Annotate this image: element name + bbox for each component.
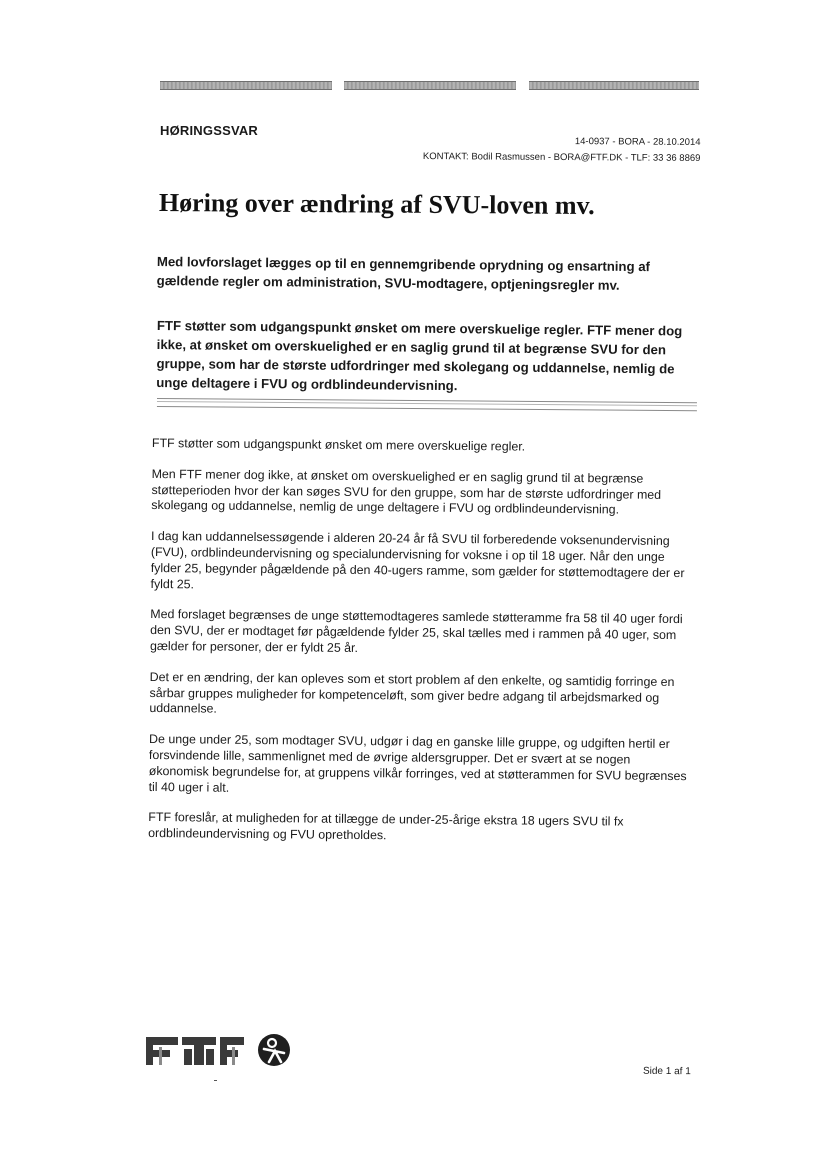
logo-text: FTF — [146, 1033, 148, 1034]
reference-block — [422, 133, 700, 167]
body-paragraph: FTF støtter som udgangspunkt ønsket om mere overskuelige regler. — [151, 436, 526, 454]
header-decor-bar-2 — [344, 81, 516, 90]
header-decor-bar-3 — [529, 81, 699, 90]
reference-number: 14-0937 - BORA - 28.10.2014 — [574, 136, 701, 148]
page-number: Side 1 af 1 — [642, 1065, 691, 1078]
body-paragraph: Det er en ændring, der kan opleves som et stort problem af den enkelte, og samtidig forringe en sårbar gruppes muligheder for kompetenceløft, som giver bedre adgang til arbejdsmarked og uddannelse. — [149, 669, 675, 716]
header-decor-bar-1 — [160, 81, 332, 90]
ftf-figure-icon — [258, 1034, 290, 1066]
section-divider — [157, 398, 697, 411]
lead-paragraph-1: Med lovforslaget lægges op til en gennemgribende oprydning og ensartning af gældende regler om administration, SVU-modtagere, optjeningsregler mv. — [156, 253, 651, 293]
body-paragraph: I dag kan uddannelsessøgende i alderen 20-24 år få SVU til forberedende voksenundervisning (FVU), ordblindeundervisning og specialundervisning for voksne i op til 18 uger. Når den unge fylder 25, begynder pågældende på den 40-ugers ramme, som gælder for støttemodtagere der er fyldt 25. — [150, 529, 685, 591]
scan-speck — [214, 1080, 217, 1081]
ftf-logo — [146, 1033, 296, 1069]
document-type: HØRINGSSVAR — [160, 123, 259, 138]
contact-line: KONTAKT: Bodil Rasmussen - BORA@FTF.DK - TLF: 33 36 8869 — [422, 151, 700, 164]
body-paragraph: Med forslaget begrænses de unge støttemodtageres samlede støtteramme fra 58 til 40 uger fordi den SVU, der er modtaget før pågældende fylder 25, skal tælles med i rammen på 40 uger, som gælder for personer, der er fyldt 25 år. — [149, 607, 683, 655]
body-paragraph: Men FTF mener dog ikke, at ønsket om overskuelighed er en saglig grund til at begrænse støtteperioden hvor der kan søges SVU for den gruppe, som har de største udfordringer med skolegang og uddannelse, nemlig de unge deltagere i FVU og ordblindeundervisning. — [151, 466, 662, 517]
body-text — [148, 436, 692, 862]
body-paragraph: De unge under 25, som modtager SVU, udgør i dag en ganske lille gruppe, og udgiften hertil er forsvindende lille, sammenlignet med de øvrige aldersgrupper. Det er svært at se nogen økonomisk begrundelse for, at gruppens vilkår forringes, ved at støtterammen for SVU begrænses til 40 uger i alt. — [148, 732, 687, 795]
lead-paragraph-2: FTF støtter som udgangspunkt ønsket om mere overskuelige regler. FTF mener dog ikke, at ønsket om overskuelighed er en saglig grund til at begrænse SVU for den gruppe, som har de største udfordringer med skolegang og uddannelse, nemlig de unge deltagere i FVU og ordblindeundervisning. — [156, 317, 683, 394]
document-title: Høring over ændring af SVU-loven mv. — [158, 188, 595, 221]
body-paragraph: FTF foreslår, at muligheden for at tillægge de under-25-årige ekstra 18 ugers SVU til fx ordblindeundervisning og FVU opretholdes. — [148, 810, 624, 843]
